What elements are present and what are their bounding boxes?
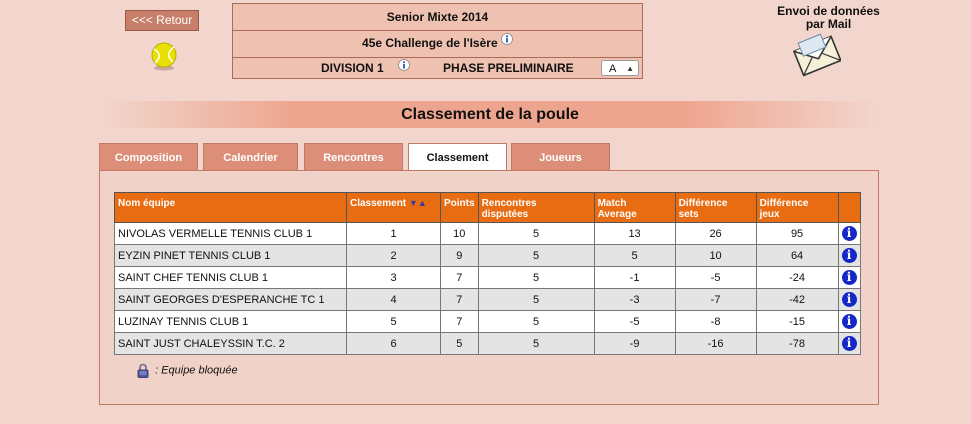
average-cell: -1 [594, 267, 675, 289]
team-name[interactable]: EYZIN PINET TENNIS CLUB 1 [115, 245, 347, 267]
info-icon[interactable]: i [842, 270, 857, 285]
points-cell: 7 [441, 311, 479, 333]
average-cell: -9 [594, 333, 675, 355]
info-cell [838, 311, 860, 333]
tab-calendrier[interactable]: Calendrier [203, 143, 298, 171]
tab-classement[interactable]: Classement [408, 143, 507, 172]
sets-diff-cell: -7 [675, 289, 756, 311]
average-cell: 13 [594, 223, 675, 245]
lock-icon [136, 363, 150, 378]
average-cell: -5 [594, 311, 675, 333]
competition-info-panel [232, 3, 643, 79]
played-cell: 5 [478, 333, 594, 355]
table-row [115, 311, 861, 333]
rank-cell: 1 [347, 223, 441, 245]
team-name[interactable]: NIVOLAS VERMELLE TENNIS CLUB 1 [115, 223, 347, 245]
division-row [233, 57, 642, 79]
average-cell: 5 [594, 245, 675, 267]
team-name[interactable]: SAINT GEORGES D'ESPERANCHE TC 1 [115, 289, 347, 311]
team-name[interactable]: SAINT CHEF TENNIS CLUB 1 [115, 267, 347, 289]
legend [136, 363, 238, 378]
points-cell: 9 [441, 245, 479, 267]
table-row [115, 223, 861, 245]
sets-diff-cell: -16 [675, 333, 756, 355]
sets-diff-cell: 10 [675, 245, 756, 267]
competition-row [233, 30, 642, 58]
team-name[interactable]: LUZINAY TENNIS CLUB 1 [115, 311, 347, 333]
col-diff-games: Différence jeux [756, 193, 838, 223]
games-diff-cell: -78 [756, 333, 838, 355]
tab-rencontres[interactable]: Rencontres [304, 143, 403, 171]
tab-composition[interactable]: Composition [99, 143, 198, 171]
rank-cell: 3 [347, 267, 441, 289]
rank-cell: 5 [347, 311, 441, 333]
division-info-icon[interactable] [398, 59, 410, 71]
sort-arrows-icon[interactable]: ▼▲ [408, 198, 427, 208]
sets-diff-cell: -5 [675, 267, 756, 289]
info-icon[interactable]: i [842, 336, 857, 351]
played-cell: 5 [478, 289, 594, 311]
tab-joueurs[interactable]: Joueurs [511, 143, 610, 171]
games-diff-cell: -42 [756, 289, 838, 311]
played-cell: 5 [478, 267, 594, 289]
played-cell: 5 [478, 245, 594, 267]
rank-cell: 6 [347, 333, 441, 355]
info-cell [838, 333, 860, 355]
games-diff-cell: -15 [756, 311, 838, 333]
average-cell: -3 [594, 289, 675, 311]
games-diff-cell: 64 [756, 245, 838, 267]
points-cell: 10 [441, 223, 479, 245]
ranking-table [114, 192, 861, 355]
games-diff-cell: -24 [756, 267, 838, 289]
mail-label[interactable] [750, 5, 907, 31]
sets-diff-cell: -8 [675, 311, 756, 333]
info-cell [838, 245, 860, 267]
col-rank-label: Classement [350, 198, 407, 209]
table-row [115, 267, 861, 289]
poule-select[interactable] [601, 60, 639, 76]
col-team: Nom équipe [115, 193, 347, 223]
rank-cell: 2 [347, 245, 441, 267]
info-cell [838, 289, 860, 311]
games-diff-cell: 95 [756, 223, 838, 245]
mail-label-line2: par Mail [805, 17, 852, 31]
category-title: Senior Mixte 2014 [233, 4, 642, 31]
competition-name: 45e Challenge de l'Isère [362, 36, 498, 50]
info-cell [838, 223, 860, 245]
played-cell: 5 [478, 311, 594, 333]
points-cell: 7 [441, 267, 479, 289]
select-arrows-icon: ▲ [626, 64, 634, 73]
points-cell: 5 [441, 333, 479, 355]
sets-diff-cell: 26 [675, 223, 756, 245]
envelope-icon[interactable] [793, 33, 841, 77]
info-cell [838, 267, 860, 289]
col-diff-sets: Différence sets [675, 193, 756, 223]
info-icon[interactable]: i [842, 292, 857, 307]
competition-info-icon[interactable] [501, 33, 513, 45]
mail-label-line1: Envoi de données [777, 4, 880, 18]
col-match-average: Match Average [594, 193, 675, 223]
table-header-row [115, 193, 861, 223]
team-name[interactable]: SAINT JUST CHALEYSSIN T.C. 2 [115, 333, 347, 355]
poule-select-value: A [609, 63, 617, 75]
legend-text: : Equipe bloquée [155, 364, 238, 377]
phase-label: PHASE PRELIMINAIRE [443, 61, 574, 75]
info-icon[interactable]: i [842, 314, 857, 329]
tennis-ball-icon [149, 41, 179, 71]
info-icon[interactable]: i [842, 226, 857, 241]
rank-cell: 4 [347, 289, 441, 311]
points-cell: 7 [441, 289, 479, 311]
played-cell: 5 [478, 223, 594, 245]
table-row [115, 245, 861, 267]
table-row [115, 333, 861, 355]
section-title: Classement de la poule [100, 101, 880, 128]
col-played: Rencontres disputées [478, 193, 594, 223]
info-icon[interactable]: i [842, 248, 857, 263]
col-rank[interactable] [347, 193, 441, 223]
table-row [115, 289, 861, 311]
back-button[interactable]: <<< Retour [125, 10, 199, 31]
col-points: Points [441, 193, 479, 223]
col-info [838, 193, 860, 223]
division-label: DIVISION 1 [321, 61, 384, 75]
